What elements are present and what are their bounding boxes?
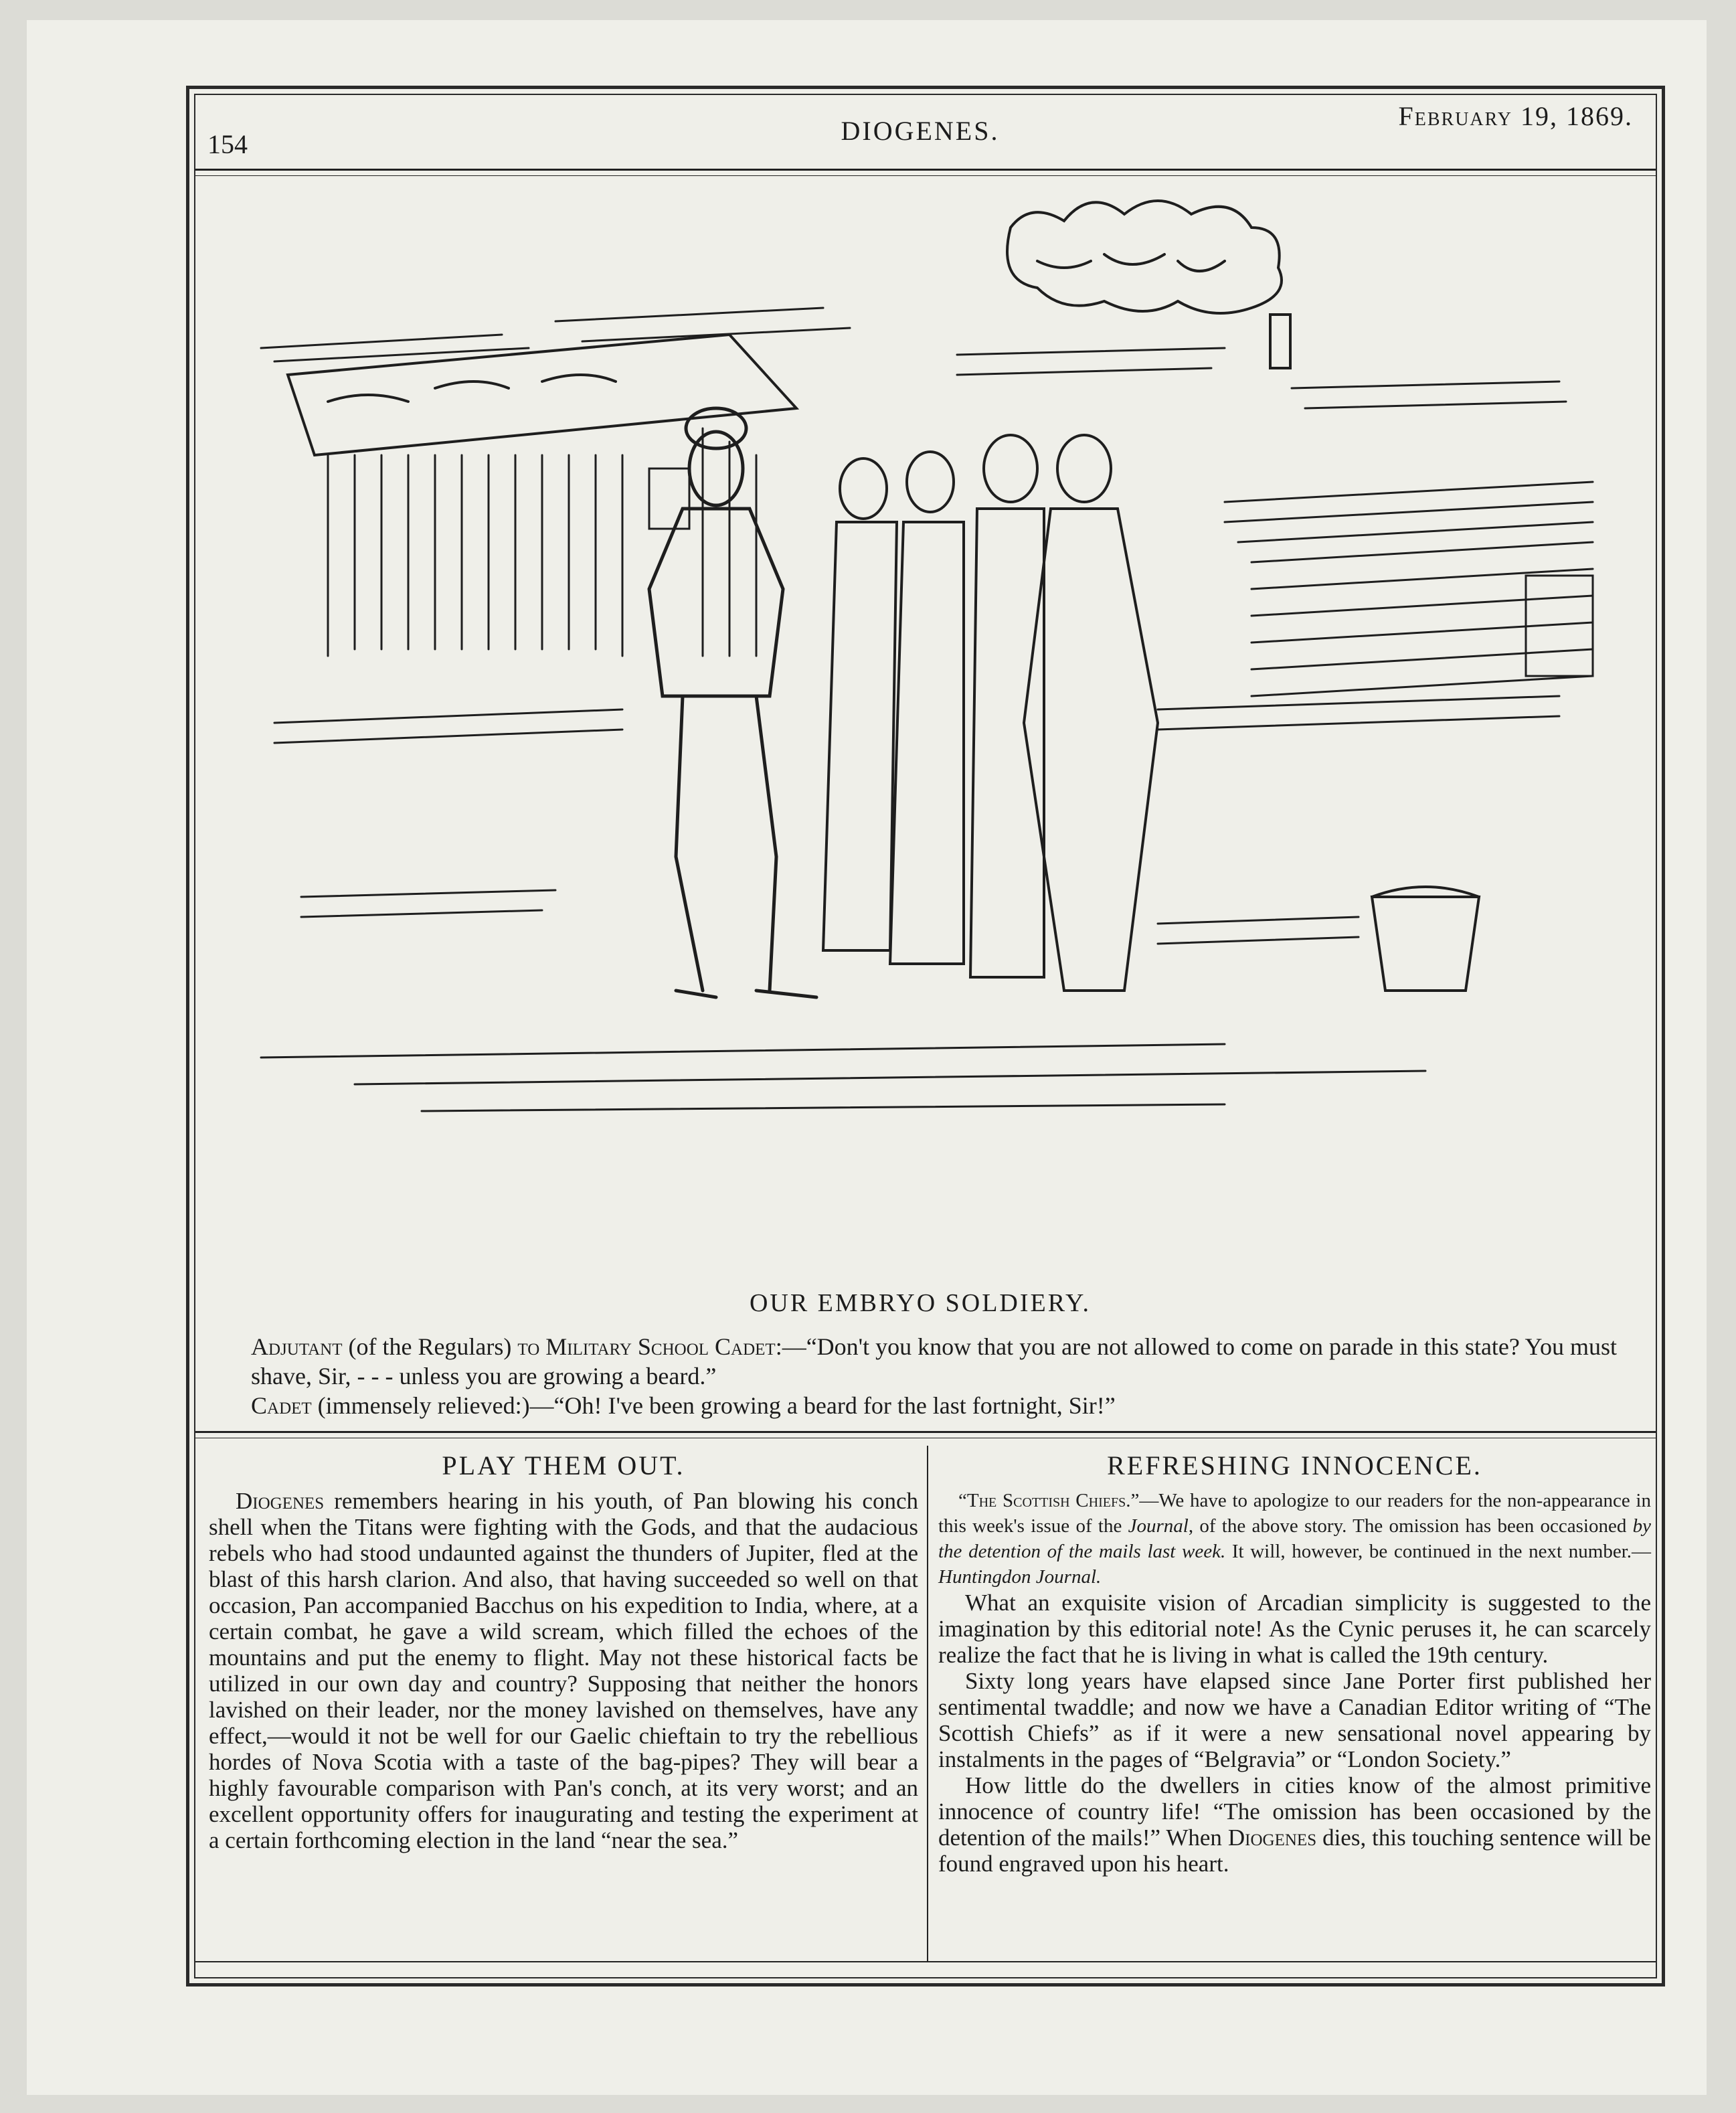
para3-text: dies, this touching sentence will be found engraved upon his heart. — [938, 1825, 1651, 1877]
addressee: to Military School Cadet — [517, 1333, 776, 1360]
notice-source: Huntingdon Journal. — [938, 1566, 1102, 1588]
smoke-cloud — [1007, 201, 1282, 313]
cartoon-dialog — [211, 1332, 1650, 1420]
speaker-cadet: Cadet — [251, 1392, 312, 1419]
bottom-rule — [195, 1961, 1656, 1962]
section-rule — [195, 1431, 1656, 1433]
hut-wall — [328, 428, 756, 656]
paragraph-3 — [938, 1772, 1651, 1877]
figure-cadets — [823, 435, 1158, 991]
chimney — [1270, 315, 1290, 368]
dialog-line-adjutant — [211, 1332, 1650, 1391]
cartoon-illustration — [221, 187, 1626, 1285]
para3-text: How little do the dwellers in cities know of the almost primitive innocence of country life! “The omission has been occasioned by the detention of the mails!” When — [938, 1772, 1651, 1851]
notice-italic: by the detention of the mails last week. — [938, 1515, 1652, 1562]
page-header — [201, 100, 1640, 167]
cadet-quote: (immensely relieved:)—“Oh! I've been growing a beard for the last fortnight, Sir!” — [311, 1392, 1116, 1419]
speaker-adjutant: Adjutant — [251, 1333, 343, 1360]
notice-text: , of the above story. The omission has been occasioned — [1188, 1515, 1633, 1537]
header-rule-thin — [195, 175, 1656, 176]
notice-text: It will, however, be continued in the next number.— — [1225, 1541, 1652, 1562]
body-text: remembers hearing in his youth, of Pan blowing his conch shell when the Titans were fighting with the Gods, and that the audacious rebels who had stood undaunted against the thunders of Jupiter, fled at the blast of this harsh clarion. And also, that having succeeded so well on that occasion, Pan accompanied Bacchus on his expedition to India, where, at a certain combat, he gave a wild scream, which filled the echoes of the mountains and put the enemy to flight. May not these historical facts be utilized in our own day and country? Supposing that neither the honors lavished on their leader, nor the money lavished on themselves, have any effect,—would it not be well for our Gaelic chieftain to try the rebellious hordes of Nova Scotia with a taste of the bag-pipes? They will bear a highly favourable comparison with Pan's conch, at its very worst; and an excellent opportunity offers for inaugurating and testing the experiment at a certain forthcoming election in the land “near the sea.” — [209, 1488, 918, 1853]
masthead: DIOGENES. — [841, 116, 1000, 146]
para3-name: Diogenes — [1227, 1825, 1317, 1851]
article-refreshing-innocence — [938, 1452, 1651, 1877]
notice-journal: Journal — [1128, 1515, 1189, 1537]
issue-date: February 19, 1869. — [1398, 101, 1633, 131]
article-play-them-out — [209, 1452, 918, 1853]
page-number: 154 — [207, 129, 248, 159]
lead-word: Diogenes — [236, 1488, 325, 1514]
column-divider — [927, 1446, 928, 1961]
figure-adjutant — [649, 408, 816, 997]
ground-hatching — [261, 696, 1559, 1111]
bucket — [1372, 887, 1479, 991]
paragraph-2: Sixty long years have elapsed since Jane Porter first published her sentimental twaddle; and now we have a Canadian Editor writing of “The Scottish Chiefs” as if it were a new sensational novel appearing by instalments in the pages of “Belgravia” or “London Society.” — [938, 1668, 1651, 1772]
article-heading: PLAY THEM OUT. — [442, 1450, 685, 1481]
article-body — [209, 1488, 918, 1853]
article-heading: REFRESHING INNOCENCE. — [1107, 1450, 1482, 1481]
header-rule — [195, 169, 1656, 171]
notice-text: —We have to apologize to our readers for the non-appearance in this week's issue of the — [938, 1490, 1651, 1537]
adjutant-quote: :—“Don't you know that you are not allowed to come on parade in this state? You must shave, Sir, - - - unless you are growing a beard.” — [251, 1333, 1617, 1389]
paragraph-1: What an exquisite vision of Arcadian simplicity is suggested to the imagination by this editorial note! As the Cynic peruses it, he can scarcely realize the fact that he is living in what is called the 19th century. — [938, 1590, 1651, 1668]
dialog-line-cadet — [211, 1391, 1650, 1420]
sky-hatching — [261, 308, 1566, 408]
notice-title: “The Scottish Chiefs.” — [958, 1490, 1140, 1511]
right-building — [1225, 482, 1593, 696]
quoted-notice — [938, 1488, 1651, 1590]
dialog-aside: (of the Regulars) — [342, 1333, 518, 1360]
cartoon-title: OUR EMBRYO SOLDIERY. — [749, 1289, 1092, 1317]
